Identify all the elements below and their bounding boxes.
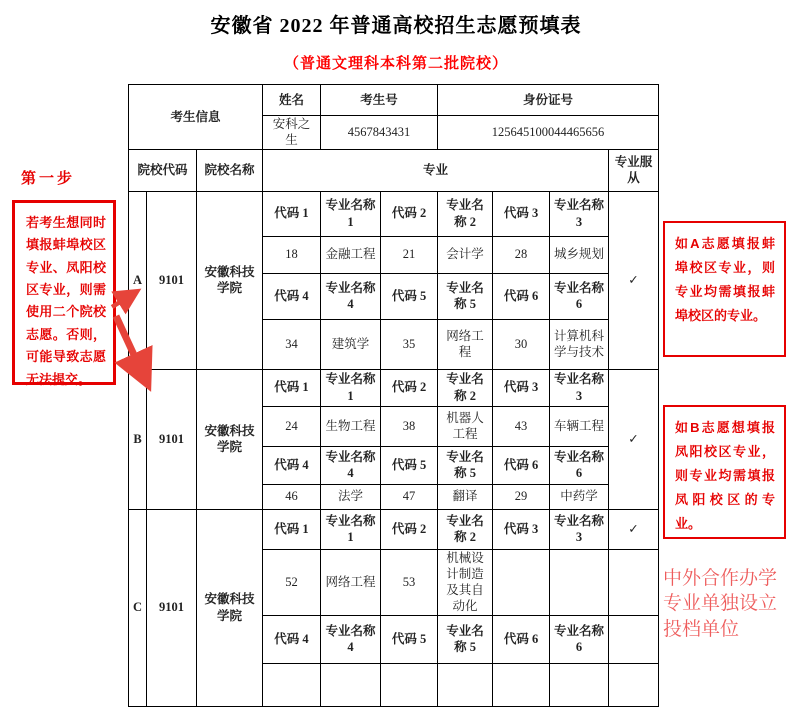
major2-header: 专业名称 2 [438, 509, 493, 549]
code1-header: 代码 1 [263, 369, 321, 406]
major-name-cell: 生物工程 [321, 406, 381, 446]
major-name-cell: 中药学 [550, 484, 609, 509]
major-code-cell: 24 [263, 406, 321, 446]
major-code-cell: 29 [493, 484, 550, 509]
school-name-header: 院校名称 [197, 149, 263, 191]
major-code-cell: 21 [381, 236, 438, 273]
obey-checkmark: ✓ [609, 191, 659, 369]
major-code-cell: 53 [381, 549, 438, 615]
left-note-text: 若考生想同时填报蚌埠校区专业、凤阳校区专业，则需使用二个院校志愿。否则，可能导致志愿无法提交。 [26, 215, 106, 387]
code1-header: 代码 1 [263, 509, 321, 549]
right-note-a-box [663, 221, 786, 357]
code2-header: 代码 2 [381, 191, 438, 236]
empty-cell [381, 663, 438, 706]
code4-header: 代码 4 [263, 273, 321, 319]
block-letter: B [129, 369, 147, 509]
major-name-cell: 车辆工程 [550, 406, 609, 446]
major-name-cell: 建筑学 [321, 319, 381, 369]
empty-cell [609, 615, 659, 663]
column-header-row [129, 149, 659, 191]
major-name-cell: 金融工程 [321, 236, 381, 273]
major-name-cell: 城乡规划 [550, 236, 609, 273]
block-letter: C [129, 509, 147, 706]
major1-header: 专业名称 1 [321, 369, 381, 406]
major6-header: 专业名称 6 [550, 615, 609, 663]
name-value: 安科之生 [263, 116, 321, 150]
candidate-header-row [129, 85, 659, 116]
major-name-cell: 网络工程 [321, 549, 381, 615]
major-code-cell: 52 [263, 549, 321, 615]
major-code-cell: 30 [493, 319, 550, 369]
major-code-cell: 38 [381, 406, 438, 446]
code6-header: 代码 6 [493, 446, 550, 484]
major1-header: 专业名称 1 [321, 191, 381, 236]
step-label: 第一步 [21, 171, 76, 187]
major-name-cell: 机器人工程 [438, 406, 493, 446]
empty-cell [321, 663, 381, 706]
obey-checkmark: ✓ [609, 509, 659, 549]
code4-header: 代码 4 [263, 615, 321, 663]
obey-checkmark: ✓ [609, 369, 659, 509]
right-note-b-text: 如B志愿想填报凤阳校区专业，则专业均需填报凤阳校区的专业。 [675, 420, 775, 532]
empty-cell [550, 663, 609, 706]
major-name-cell: 法学 [321, 484, 381, 509]
id-value: 125645100044465656 [438, 116, 659, 150]
major-name-cell: 网络工程 [438, 319, 493, 369]
code6-header: 代码 6 [493, 273, 550, 319]
empty-cell [493, 663, 550, 706]
major2-header: 专业名称 2 [438, 369, 493, 406]
major-code-cell: 47 [381, 484, 438, 509]
major3-header: 专业名称 3 [550, 369, 609, 406]
school-name-value: 安徽科技学院 [197, 509, 263, 706]
major5-header: 专业名称 5 [438, 273, 493, 319]
major5-header: 专业名称 5 [438, 615, 493, 663]
major1-header: 专业名称 1 [321, 509, 381, 549]
major6-header: 专业名称 6 [550, 446, 609, 484]
left-note-box [12, 200, 116, 385]
major-code-cell: 35 [381, 319, 438, 369]
code2-header: 代码 2 [381, 509, 438, 549]
school-code-header: 院校代码 [129, 149, 197, 191]
major2-header: 专业名称 2 [438, 191, 493, 236]
school-code-value: 9101 [147, 509, 197, 706]
right-note-b-box [663, 405, 786, 539]
candidate-section-label: 考生信息 [129, 85, 263, 150]
major4-header: 专业名称 4 [321, 446, 381, 484]
code3-header: 代码 3 [493, 369, 550, 406]
major-code-cell: 34 [263, 319, 321, 369]
name-label: 姓名 [263, 85, 321, 116]
major-code-cell: 28 [493, 236, 550, 273]
obey-header: 专业服从 [609, 149, 659, 191]
page-title: 安徽省 2022 年普通高校招生志愿预填表 [210, 15, 582, 37]
major-name-cell: 机械设计制造及其自动化 [438, 549, 493, 615]
block-letter: A [129, 191, 147, 369]
major-name-cell: 翻译 [438, 484, 493, 509]
empty-cell [609, 663, 659, 706]
major-name-cell: 会计学 [438, 236, 493, 273]
major-code-cell: 18 [263, 236, 321, 273]
empty-cell [609, 549, 659, 615]
code6-header: 代码 6 [493, 615, 550, 663]
major-code-cell: 43 [493, 406, 550, 446]
major-name-cell [550, 549, 609, 615]
code5-header: 代码 5 [381, 273, 438, 319]
code2-header: 代码 2 [381, 369, 438, 406]
major6-header: 专业名称 6 [550, 273, 609, 319]
school-code-value: 9101 [147, 369, 197, 509]
major4-header: 专业名称 4 [321, 273, 381, 319]
major-name-cell: 计算机科学与技术 [550, 319, 609, 369]
block-c-subheader1-row [129, 509, 659, 549]
school-name-value: 安徽科技学院 [197, 369, 263, 509]
school-code-value: 9101 [147, 191, 197, 369]
block-b-subheader1-row [129, 369, 659, 406]
empty-cell [438, 663, 493, 706]
code4-header: 代码 4 [263, 446, 321, 484]
major-code-cell: 46 [263, 484, 321, 509]
major-header: 专业 [263, 149, 609, 191]
code3-header: 代码 3 [493, 509, 550, 549]
major3-header: 专业名称 3 [550, 191, 609, 236]
id-label: 身份证号 [438, 85, 659, 116]
code3-header: 代码 3 [493, 191, 550, 236]
code5-header: 代码 5 [381, 615, 438, 663]
exam-no-value: 4567843431 [321, 116, 438, 150]
volunteer-form-table [128, 84, 659, 707]
major4-header: 专业名称 4 [321, 615, 381, 663]
major3-header: 专业名称 3 [550, 509, 609, 549]
code1-header: 代码 1 [263, 191, 321, 236]
code5-header: 代码 5 [381, 446, 438, 484]
right-note-a-text: 如A志愿填报蚌埠校区专业，则专业均需填报蚌埠校区的专业。 [675, 236, 775, 324]
block-a-subheader1-row [129, 191, 659, 236]
page-subtitle: （普通文理科本科第二批院校） [283, 56, 508, 72]
exam-no-label: 考生号 [321, 85, 438, 116]
bottom-note-text: 中外合作办学专业单独设立投档单位 [663, 568, 778, 640]
major5-header: 专业名称 5 [438, 446, 493, 484]
school-name-value: 安徽科技学院 [197, 191, 263, 369]
empty-cell [263, 663, 321, 706]
major-code-cell [493, 549, 550, 615]
